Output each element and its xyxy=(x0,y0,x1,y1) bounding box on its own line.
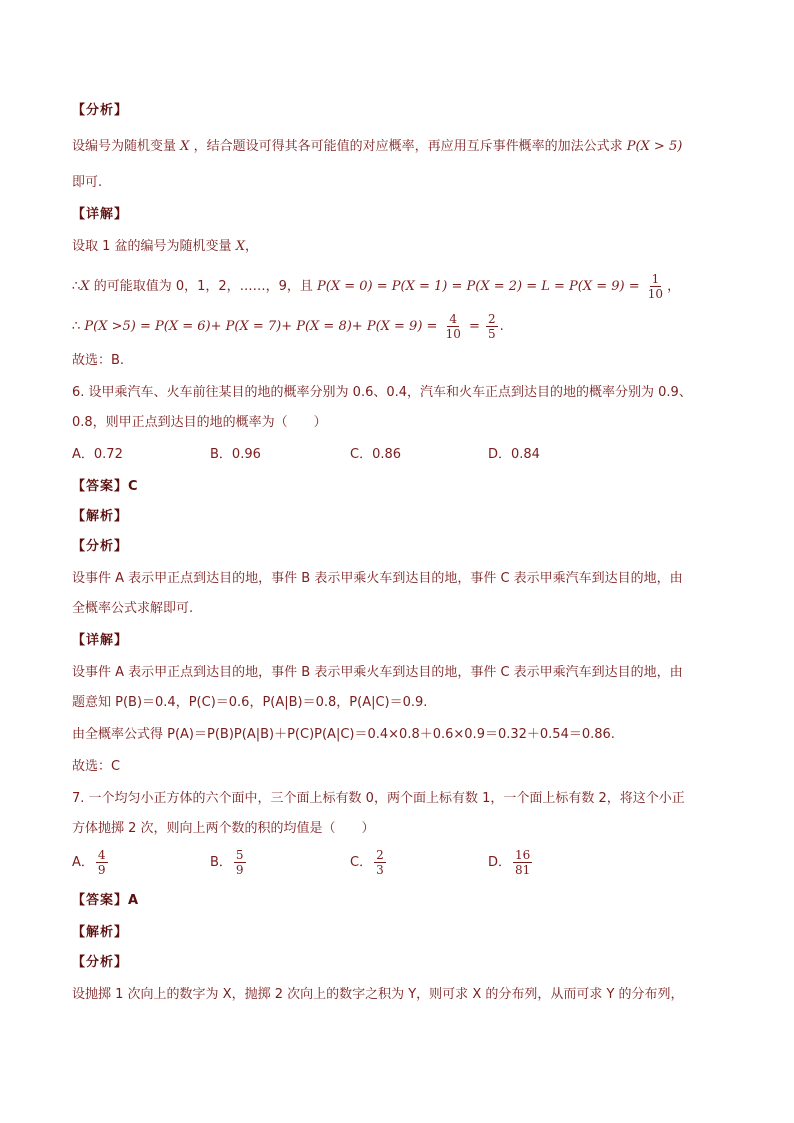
analysis-text-line-1 xyxy=(72,138,722,156)
fraction-two-fifths: $\frac{2}{5}$ xyxy=(488,312,496,341)
details-line-1 xyxy=(72,238,258,256)
q6-option-b: B．0.96 xyxy=(210,447,261,462)
analysis-heading: 【分析】 xyxy=(72,103,129,118)
q6-details-line-1: 设事件 A 表示甲正点到达目的地，事件 B 表示甲乘火车到达目的地，事件 C 表示甲乘汽车到达目的地，由 xyxy=(72,665,683,680)
q6-analysis-line-1: 设事件 A 表示甲正点到达目的地，事件 B 表示甲乘火车到达目的地，事件 C 表示甲乘汽车到达目的地，由 xyxy=(72,571,683,586)
q7-stem-line-2: 方体抛掷 2 次，则向上两个数的积的均值是（ ） xyxy=(72,821,375,836)
q7-option-b: B． $\frac{5}{9}$ xyxy=(210,848,244,877)
q7-option-a: A． $\frac{4}{9}$ xyxy=(72,848,106,877)
fraction-one-tenth: $\frac{1}{10}$ xyxy=(647,272,664,301)
q7-analysis-heading: 【分析】 xyxy=(72,955,129,970)
q7-stem-line-1: 7. 一个均匀小正方体的六个面中，三个面上标有数 0，两个面上标有数 1，一个面上标有数 2，将这个小正 xyxy=(72,791,685,806)
q7-option-d: D． $\frac{16}{81}$ xyxy=(488,848,531,877)
analysis-text: ，结合题设可得其各可能值的对应概率，再应用互斥事件概率的加法公式求 xyxy=(193,139,623,154)
q6-stem-line-1: 6. 设甲乘汽车、火车前往某目的地的概率分别为 0.6、0.4，汽车和火车正点到达目的地的概率分别为 0.9、 xyxy=(72,385,692,400)
analysis-text: 设编号为随机变量 xyxy=(72,139,177,154)
details-text: 设取 1 盆的编号为随机变量 xyxy=(72,239,232,254)
details-text: 的可能取值为 0，1，2，……，9，且 xyxy=(93,279,313,294)
analysis-text-line-2: 即可. xyxy=(72,175,103,190)
q6-conclusion: 故选：C xyxy=(72,759,121,774)
variable-x: X xyxy=(80,279,90,294)
therefore-symbol: ∴ xyxy=(72,319,81,334)
punctuation: ， xyxy=(667,279,681,294)
variable-x: X xyxy=(235,239,245,254)
q6-solution-heading: 【解析】 xyxy=(72,509,129,524)
equals-sign: = xyxy=(468,319,480,334)
q6-option-a: A．0.72 xyxy=(72,447,123,462)
q6-details-heading: 【详解】 xyxy=(72,633,129,648)
therefore-symbol: ∴ xyxy=(72,279,81,294)
variable-x: X xyxy=(180,139,190,154)
q6-analysis-line-2: 全概率公式求解即可. xyxy=(72,601,194,616)
equal-probability-expression: P(X = 0) = P(X = 1) = P(X = 2) = L = P(X = 9) = xyxy=(317,279,640,294)
q6-details-line-3: 由全概率公式得 P(A)＝P(B)P(A|B)＋P(C)P(A|C)＝0.4×0.8＋0.6×0.9＝0.32＋0.54＝0.86. xyxy=(72,727,615,742)
q7-option-c: C． $\frac{2}{3}$ xyxy=(350,848,384,877)
punctuation: ， xyxy=(244,239,258,254)
conclusion-b: 故选：B. xyxy=(72,353,125,368)
details-line-3 xyxy=(72,312,504,341)
punctuation: . xyxy=(499,319,504,334)
fraction-four-tenths: $\frac{4}{10}$ xyxy=(445,312,461,341)
q6-stem-line-2: 0.8，则甲正点到达目的地的概率为（ ） xyxy=(72,415,327,430)
q7-answer: 【答案】A xyxy=(72,893,140,908)
probability-expression: P(X > 5) xyxy=(626,139,683,154)
q6-answer: 【答案】C xyxy=(72,479,139,494)
q7-solution-heading: 【解析】 xyxy=(72,925,129,940)
q7-analysis-line-1: 设抛掷 1 次向上的数字为 X，抛掷 2 次向上的数字之积为 Y，则可求 X 的分布列，从而可求 Y 的分布列， xyxy=(72,987,684,1002)
details-heading: 【详解】 xyxy=(72,207,129,222)
details-line-2 xyxy=(72,272,680,301)
q6-option-c: C．0.86 xyxy=(350,447,402,462)
q6-option-d: D．0.84 xyxy=(488,447,540,462)
sum-expression: P(X >5) = P(X = 6)+ P(X = 7)+ P(X = 8)+ P(X = 9) = xyxy=(84,319,438,334)
q6-details-line-2: 题意知 P(B)＝0.4，P(C)＝0.6，P(A|B)＝0.8，P(A|C)＝0.9. xyxy=(72,695,428,710)
q6-analysis-heading: 【分析】 xyxy=(72,539,129,554)
